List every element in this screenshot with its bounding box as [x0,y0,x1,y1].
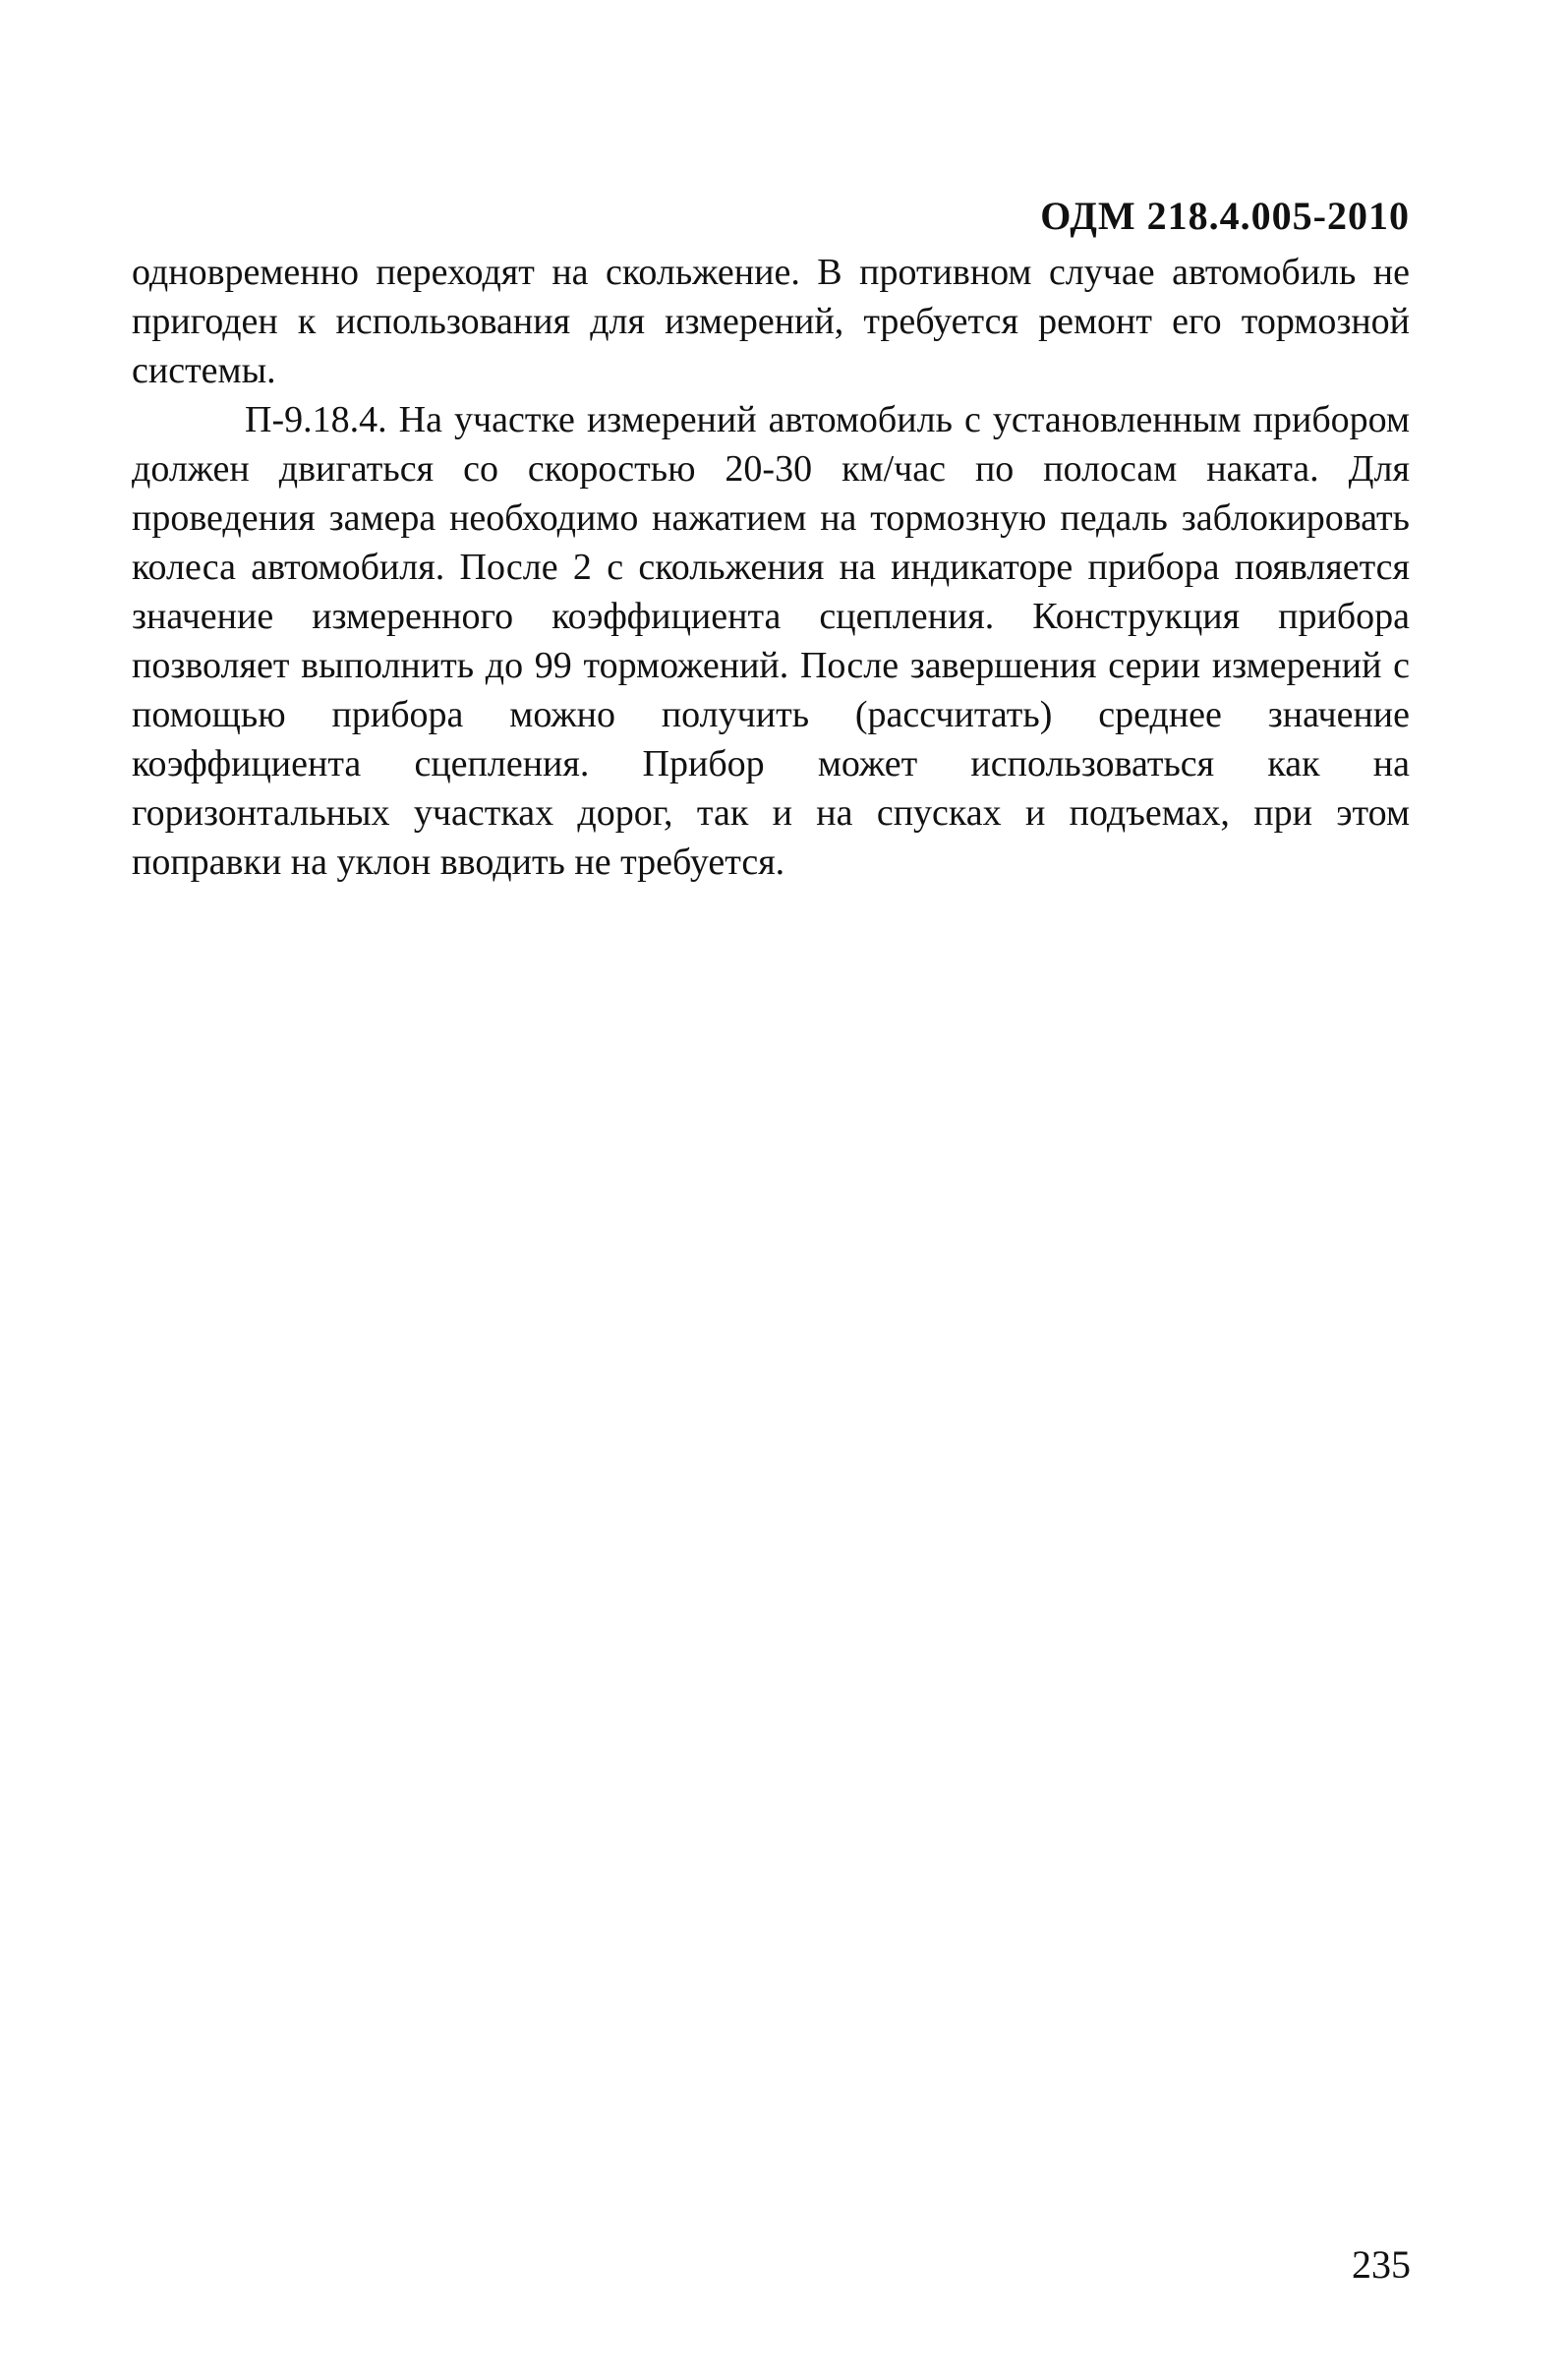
body-text [132,248,1410,887]
document-code-header: ОДМ 218.4.005-2010 [1040,194,1410,238]
paragraph-section-p-9-18-4: П-9.18.4. На участке измерений автомобиль с установленным прибором должен двигаться со скоростью 20-30 км/час по полосам наката. Для проведения замера необходимо нажатием на тормозную педаль заблокировать колеса автомобиля. После 2 с скольжения на индикаторе прибора появляется значение измеренного коэффициента сцепления. Конструкция прибора позволяет выполнить до 99 торможений. После завершения серии измерений с помощью прибора можно получить (рассчитать) среднее значение коэффициента сцепления. Прибор может использоваться как на горизонтальных участках дорог, так и на спусках и подъемах, при этом поправки на уклон вводить не требуется. [132,399,1410,883]
page-number: 235 [1352,2242,1411,2287]
paragraph-continued: одновременно переходят на скольжение. В противном случае автомобиль не пригоден к использования для измерений, требуется ремонт его тормозной системы. [132,252,1410,391]
